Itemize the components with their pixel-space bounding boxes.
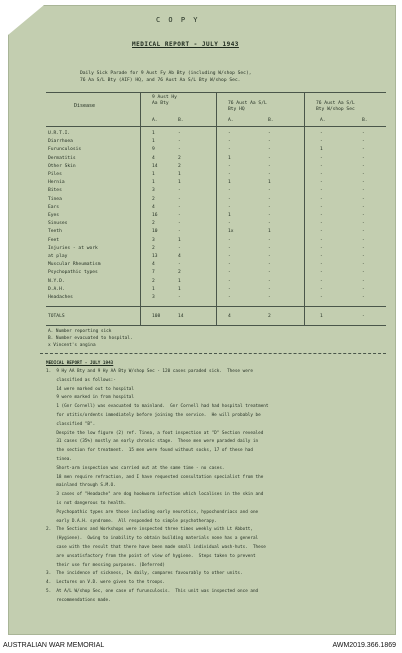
table-row-19-value-4: - — [268, 278, 271, 284]
report-line-19: 2. The Sections and Workshops were inspected three times weekly with Lt Abbott, — [46, 527, 253, 533]
table-row-14-value-6: - — [362, 237, 365, 243]
report-line-15: 3 cases of "Headache" are dog hookworm infection which localises in the skin and — [46, 492, 264, 498]
totals-row-value-2: 14 — [178, 314, 184, 319]
table-row-18-value-1: 7 — [152, 270, 155, 276]
col-b-2: B. — [268, 118, 274, 123]
subtitle-line-2: 76 Aa S/L Bty (AIF) HQ, and 76 Aust Aa S/L Bty W/shop Sec. — [80, 78, 241, 83]
table-row-18-value-6: - — [362, 270, 365, 276]
table-row-12-value-2: - — [178, 221, 181, 227]
table-row-16-value-5: - — [320, 254, 323, 259]
table-row-16-value-2: 4 — [178, 254, 181, 259]
table-row-14-value-3: - — [228, 237, 231, 243]
caption-institution: AUSTRALIAN WAR MEMORIAL — [3, 642, 105, 649]
table-row-6-value-4: - — [268, 172, 271, 177]
table-row-5-value-4: - — [268, 163, 271, 169]
table-row-19-value-6: - — [362, 278, 365, 284]
table-row-15-label: Injuries - at work — [48, 245, 98, 251]
report-title: MEDICAL REPORT - JULY 1943 — [132, 41, 239, 48]
table-row-9-label: Tinea — [48, 196, 62, 202]
table-row-2-value-1: 1 — [152, 139, 155, 145]
table-row-15-value-2: - — [178, 245, 181, 251]
table-row-13-label: Teeth — [48, 229, 62, 235]
disease-header: Disease — [74, 103, 96, 109]
group-3-title-line-2: Bty W/shop Sec — [316, 107, 355, 112]
report-line-1: 1. 9 Hy AA Bty and 9 Hy AA Bty W/shop Sec - 120 cases paraded sick. These were — [46, 369, 253, 374]
table-row-17-label: Muscular Rheumatism — [48, 262, 101, 268]
col-a-2: A. — [228, 118, 234, 123]
table-row-8-value-5: - — [320, 188, 323, 194]
report-line-18: early D.A.H. syndrome. All responded to simple psychotherapy. — [46, 518, 217, 524]
table-row-18-value-5: - — [320, 270, 323, 276]
table-row-3-value-2: - — [178, 147, 181, 153]
table-row-7-value-3: 1 — [228, 180, 231, 186]
legend-a: A. Number reporting sick — [48, 329, 112, 334]
table-row-9-value-5: - — [320, 196, 323, 202]
report-line-7: classified "B". — [46, 421, 96, 427]
table-row-12-label: Sinuses — [48, 221, 68, 227]
table-row-4-value-4: - — [268, 155, 271, 161]
table-row-11-label: Eyes — [48, 213, 60, 218]
table-row-10-value-1: 4 — [152, 204, 155, 210]
table-row-4-value-3: 1 — [228, 155, 231, 161]
report-line-27: recommendations made. — [46, 597, 111, 603]
report-line-9: 31 cases (35%) mostly an early chronic stage. These men were paraded daily in — [46, 439, 259, 445]
table-row-19-value-5: - — [320, 278, 323, 284]
table-row-8-label: Bites — [48, 188, 62, 194]
table-row-11-value-5: - — [320, 213, 323, 218]
report-line-21: case with the result that there have been made small individual wash-huts. These — [46, 545, 266, 550]
table-row-2-value-2: - — [178, 139, 181, 145]
table-row-18-value-4: - — [268, 270, 271, 276]
table-row-5-label: Other Skin — [48, 163, 76, 169]
table-row-16-value-1: 13 — [152, 254, 158, 259]
table-row-4-label: Dermatitis — [48, 155, 76, 161]
table-row-3-value-3: - — [228, 147, 231, 153]
table-row-10-value-6: - — [362, 204, 365, 210]
totals-row-value-6: - — [362, 314, 365, 319]
table-row-20-value-1: 1 — [152, 286, 155, 292]
table-row-13-value-3: 1x — [228, 229, 234, 235]
subtitle-line-1: Daily Sick Parade for 9 Aust Fy Ab Bty (including W/shop Sec), — [80, 71, 252, 76]
table-row-17-value-1: 4 — [152, 262, 155, 268]
table-row-1-value-3: - — [228, 131, 231, 136]
table-row-2-value-6: - — [362, 139, 365, 145]
table-row-12-value-5: - — [320, 221, 323, 227]
report-line-22: are unsatisfactory from the point of view of hygiene. Steps taken to prevent — [46, 553, 256, 559]
table-row-19-value-3: - — [228, 278, 231, 284]
col-a-1: A. — [152, 118, 158, 123]
table-row-2-value-4: - — [268, 139, 271, 145]
table-row-16-label: at play — [48, 254, 68, 259]
table-row-14-value-5: - — [320, 237, 323, 243]
table-row-18-value-2: 2 — [178, 270, 181, 276]
table-row-20-value-6: - — [362, 286, 365, 292]
table-row-11-value-4: - — [268, 213, 271, 218]
report-line-26: 5. At A/L W/shop Sec, one case of furunculosis. This unit was inspected once and — [46, 589, 259, 594]
table-row-2-value-3: - — [228, 139, 231, 145]
group-2-title-line-2: Bty HQ — [228, 107, 245, 112]
report-line-17: Psychopathic types are those including early neurotics, hypochondriacs and one — [46, 509, 259, 515]
caption-bar — [0, 639, 402, 653]
table-row-7-value-1: 1 — [152, 180, 155, 186]
table-row-8-value-3: - — [228, 188, 231, 194]
table-row-17-value-2: - — [178, 262, 181, 268]
table-row-21-value-5: - — [320, 295, 323, 300]
report-line-4: 9 were marked in from hospital — [46, 395, 134, 401]
table-row-17-value-5: - — [320, 262, 323, 268]
table-row-7-value-4: 1 — [268, 180, 271, 186]
table-row-1-value-6: - — [362, 131, 365, 136]
report-line-14: mainland through S.M.O. — [46, 483, 116, 489]
table-row-20-value-2: 1 — [178, 286, 181, 292]
table-row-14-value-2: 1 — [178, 237, 181, 243]
table-row-6-label: Piles — [48, 172, 62, 177]
col-b-3: B. — [362, 118, 368, 123]
table-row-4-value-5: - — [320, 155, 323, 161]
table-row-17-value-4: - — [268, 262, 271, 268]
report-heading: MEDICAL REPORT - JULY 1943 — [46, 361, 114, 366]
table-row-1-value-4: - — [268, 131, 271, 136]
report-line-16: is not dangerous to health. — [46, 501, 127, 506]
table-row-8-value-1: 3 — [152, 188, 155, 194]
table-row-5-value-5: - — [320, 163, 323, 169]
group-3-title-line-1: 76 Aust Aa S/L — [316, 101, 355, 106]
table-row-1-value-5: - — [320, 131, 323, 136]
section-divider — [40, 353, 386, 354]
table-row-4-value-6: - — [362, 155, 365, 161]
report-line-20: (Hygiene). Owing to inability to obtain building materials none has a general — [46, 536, 259, 542]
table-row-2-value-5: - — [320, 139, 323, 145]
table-row-5-value-3: - — [228, 163, 231, 169]
table-row-8-value-6: - — [362, 188, 365, 194]
table-row-1-label: U.R.T.I. — [48, 131, 71, 136]
table-row-11-value-2: - — [178, 213, 181, 218]
copy-mark: C O P Y — [156, 16, 200, 24]
group-2-title-line-1: 76 Aust Aa S/L — [228, 101, 267, 106]
table-row-15-value-3: - — [228, 245, 231, 251]
col-b-1: B. — [178, 118, 184, 123]
table-row-19-label: N.Y.D. — [48, 278, 65, 284]
table-row-13-value-4: 1 — [268, 229, 271, 235]
totals-row-value-4: 2 — [268, 314, 271, 319]
table-row-20-label: D.A.H. — [48, 286, 65, 292]
report-line-5: 1 (Gnr Cornell) was evacuated to mainland. Gnr Cornell had had hospital treatment — [46, 404, 269, 410]
table-row-10-value-5: - — [320, 204, 323, 210]
report-line-12: Short-arm inspection was carried out at the same time - no cases. — [46, 465, 225, 471]
table-row-10-value-3: - — [228, 204, 231, 210]
report-line-23: their use for messing purposes. (Deferred) — [46, 562, 165, 568]
table-row-16-value-3: - — [228, 254, 231, 259]
table-row-3-label: Furunculosis — [48, 147, 82, 153]
table-row-9-value-4: - — [268, 196, 271, 202]
table-row-5-value-6: - — [362, 163, 365, 169]
table-row-3-value-5: 1 — [320, 147, 323, 153]
group-1-title-line-2: Aa Bty — [152, 101, 169, 106]
table-row-12-value-6: - — [362, 221, 365, 227]
table-row-21-value-3: - — [228, 295, 231, 300]
table-row-21-value-1: 3 — [152, 295, 155, 300]
col-a-3: A. — [320, 118, 326, 123]
table-row-21-value-2: - — [178, 295, 181, 300]
table-row-3-value-4: - — [268, 147, 271, 153]
report-line-11: tinea. — [46, 457, 72, 462]
table-row-13-value-2: - — [178, 229, 181, 235]
table-row-10-value-4: - — [268, 204, 271, 210]
table-row-3-value-6: - — [362, 147, 365, 153]
report-line-10: the section for treatment. 15 men were found without socks, 17 of these had — [46, 448, 253, 454]
table-row-17-value-3: - — [228, 262, 231, 268]
totals-row-value-3: 4 — [228, 314, 231, 319]
report-line-24: 3. The incidence of sickness, 1% daily, compares favourably to other units. — [46, 571, 243, 577]
table-row-12-value-4: - — [268, 221, 271, 227]
table-row-2-label: Diarrhoea — [48, 139, 73, 145]
table-row-8-value-2: - — [178, 188, 181, 194]
table-row-11-value-6: - — [362, 213, 365, 218]
table-row-15-value-1: 2 — [152, 245, 155, 251]
table-row-6-value-6: - — [362, 172, 365, 177]
table-row-18-value-3: - — [228, 270, 231, 276]
table-row-17-value-6: - — [362, 262, 365, 268]
sick-parade-table — [46, 92, 386, 326]
table-row-7-label: Hernia — [48, 180, 65, 186]
table-row-6-value-1: 1 — [152, 172, 155, 177]
report-line-25: 4. Lectures on V.D. were given to the troops. — [46, 580, 165, 586]
table-row-4-value-2: 2 — [178, 155, 181, 161]
table-row-19-value-1: 2 — [152, 278, 155, 284]
table-row-11-value-3: 1 — [228, 213, 231, 218]
table-row-13-value-6: - — [362, 229, 365, 235]
table-row-14-value-1: 3 — [152, 237, 155, 243]
table-row-1-value-1: 1 — [152, 131, 155, 136]
table-row-12-value-1: 2 — [152, 221, 155, 227]
report-line-8: Despite the low figure (2) ref. Tinea, a foot inspection at "D" Section revealed — [46, 430, 264, 436]
table-row-14-label: Feet — [48, 237, 60, 243]
table-row-16-value-4: - — [268, 254, 271, 259]
table-row-21-value-6: - — [362, 295, 365, 300]
table-row-9-value-2: - — [178, 196, 181, 202]
table-row-7-value-2: 1 — [178, 180, 181, 186]
table-row-15-value-5: - — [320, 245, 323, 251]
table-row-4-value-1: 4 — [152, 155, 155, 161]
table-row-13-value-5: - — [320, 229, 323, 235]
report-line-6: for otitis/ordents immediately before joining the service. He will probably be — [46, 413, 261, 418]
table-row-3-value-1: 9 — [152, 147, 155, 153]
table-row-18-label: Psychopathic types — [48, 270, 98, 276]
report-line-2: classified as follows:- — [46, 377, 116, 383]
table-row-16-value-6: - — [362, 254, 365, 259]
table-row-9-value-1: 2 — [152, 196, 155, 202]
table-row-9-value-3: - — [228, 196, 231, 202]
table-row-11-value-1: 16 — [152, 213, 158, 218]
table-row-15-value-4: - — [268, 245, 271, 251]
table-row-5-value-2: 2 — [178, 163, 181, 169]
table-row-20-value-4: - — [268, 286, 271, 292]
report-line-13: 18 men require refraction, and I have requested consultation specialist from the — [46, 474, 264, 480]
table-row-12-value-3: - — [228, 221, 231, 227]
table-row-13-value-1: 10 — [152, 229, 158, 235]
legend-b: B. Number evacuated to hospital. — [48, 336, 133, 341]
legend-x: x Vincent's angina — [48, 343, 96, 348]
table-row-8-value-4: - — [268, 188, 271, 194]
group-1-title-line-1: 9 Aust Hy — [152, 95, 177, 100]
table-row-6-value-2: 1 — [178, 172, 181, 177]
table-row-14-value-4: - — [268, 237, 271, 243]
report-line-3: 14 were marked out to hospital — [46, 386, 134, 392]
table-row-21-label: Headaches — [48, 295, 73, 300]
table-row-5-value-1: 14 — [152, 163, 158, 169]
table-row-10-value-2: - — [178, 204, 181, 210]
table-row-19-value-2: 1 — [178, 278, 181, 284]
table-row-1-value-2: - — [178, 131, 181, 136]
table-row-10-label: Ears — [48, 204, 60, 210]
table-row-7-value-5: - — [320, 180, 323, 186]
table-row-7-value-6: - — [362, 180, 365, 186]
totals-row-value-1: 108 — [152, 314, 161, 319]
caption-accession: AWM2019.366.1869 — [332, 642, 396, 649]
table-row-21-value-4: - — [268, 295, 271, 300]
totals-row-label: TOTALS — [48, 314, 65, 319]
table-row-20-value-5: - — [320, 286, 323, 292]
table-row-6-value-5: - — [320, 172, 323, 177]
totals-row-value-5: 1 — [320, 314, 323, 319]
table-row-9-value-6: - — [362, 196, 365, 202]
table-row-20-value-3: - — [228, 286, 231, 292]
table-row-15-value-6: - — [362, 245, 365, 251]
table-row-6-value-3: - — [228, 172, 231, 177]
